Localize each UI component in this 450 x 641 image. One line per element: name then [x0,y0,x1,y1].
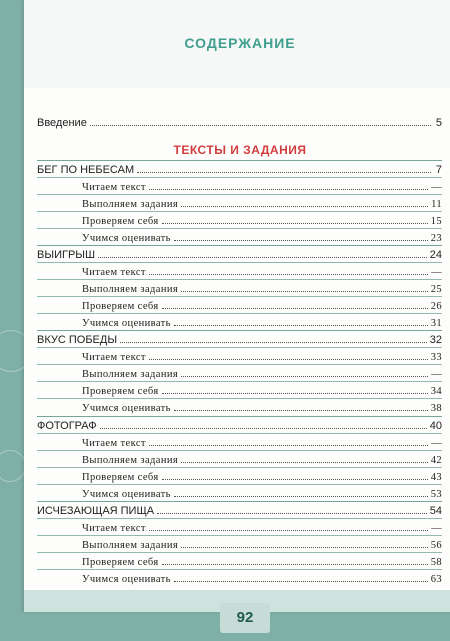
toc-page-number: 43 [430,472,442,483]
toc-row-subitem[interactable] [82,537,442,551]
toc-label: Выполняем задания [82,199,179,210]
toc-row-subitem[interactable] [82,213,442,227]
toc-page [24,0,450,612]
dot-leader [162,563,428,565]
toc-row-subitem[interactable] [82,230,442,244]
toc-label: Читаем текст [82,438,146,449]
toc-page-number: — [431,369,442,380]
toc-label: БЕГ ПО НЕБЕСАМ [37,164,135,176]
toc-page-number: — [431,267,442,278]
toc-row-subitem[interactable] [82,520,442,534]
toc-page-number: — [431,438,442,449]
toc-label: Читаем текст [82,182,146,193]
section-title: ТЕКСТЫ И ЗАДАНИЯ [173,143,307,157]
toc-page-number: 40 [429,420,442,432]
chapter-separator [37,160,442,161]
dot-leader [181,375,428,377]
dot-leader [181,205,428,207]
toc-label: Выполняем задания [82,284,179,295]
toc-page-number: 26 [430,301,442,312]
chapter-separator [37,330,442,331]
toc-row-subitem[interactable] [82,486,442,500]
toc-row-subitem[interactable] [82,383,442,397]
toc-row-subitem[interactable] [82,452,442,466]
row-separator [37,262,442,263]
row-separator [37,484,442,485]
toc-row-subitem[interactable] [82,349,442,363]
toc-label: Проверяем себя [82,472,159,483]
toc-page-number: 63 [430,574,442,585]
toc-page-number: 38 [430,403,442,414]
toc-label: ВЫИГРЫШ [37,249,96,261]
toc-row-chapter[interactable] [37,332,442,346]
toc-row-subitem[interactable] [82,400,442,414]
toc-page-number: 53 [430,489,442,500]
toc-row-chapter[interactable] [37,247,442,261]
chapter-separator [37,416,442,417]
chapter-separator [37,245,442,246]
toc-label: Введение [37,117,87,129]
dot-leader [174,239,428,241]
dot-leader [181,546,428,548]
row-separator [37,450,442,451]
toc-row-chapter[interactable] [37,418,442,432]
gear-decoration-icon [0,450,26,482]
row-separator [37,381,442,382]
row-separator [37,313,442,314]
toc-row-subitem[interactable] [82,469,442,483]
toc-row-subitem[interactable] [82,315,442,329]
row-separator [37,177,442,178]
dot-leader [174,580,428,582]
dot-leader [149,444,428,446]
toc-label: Выполняем задания [82,369,179,380]
dot-leader [100,427,427,429]
row-separator [37,296,442,297]
dot-leader [162,307,428,309]
toc-row-subitem[interactable] [82,554,442,568]
chapter-separator [37,501,442,502]
toc-label: ФОТОГРАФ [37,420,97,432]
toc-label: Учимся оценивать [82,318,171,329]
row-separator [37,518,442,519]
toc-row-subitem[interactable] [82,196,442,210]
dot-leader [120,341,427,343]
toc-label: Проверяем себя [82,386,159,397]
toc-row-subitem[interactable] [82,179,442,193]
row-separator [37,228,442,229]
toc-page-number: 24 [429,249,442,261]
row-separator [37,398,442,399]
row-separator [37,467,442,468]
dot-leader [98,256,427,258]
dot-leader [162,222,428,224]
toc-row-subitem[interactable] [82,571,442,585]
toc-label: Проверяем себя [82,557,159,568]
toc-row-intro[interactable] [37,115,442,129]
row-separator [37,211,442,212]
dot-leader [181,290,428,292]
toc-page-number: 32 [429,334,442,346]
dot-leader [137,171,431,173]
toc-page-number: 31 [430,318,442,329]
toc-row-chapter[interactable] [37,503,442,517]
dot-leader [149,188,428,190]
dot-leader [162,478,428,480]
dot-leader [174,495,428,497]
dot-leader [149,273,428,275]
toc-row-subitem[interactable] [82,366,442,380]
toc-page-number: 54 [429,505,442,517]
dot-leader [157,512,427,514]
dot-leader [174,324,428,326]
toc-page-number: 25 [430,284,442,295]
toc-row-subitem[interactable] [82,264,442,278]
toc-page-number: — [431,523,442,534]
row-separator [37,279,442,280]
toc-label: Проверяем себя [82,216,159,227]
toc-page-number: 56 [430,540,442,551]
toc-label: Учимся оценивать [82,574,171,585]
dot-leader [90,124,431,126]
toc-label: Читаем текст [82,352,146,363]
row-separator [37,569,442,570]
toc-page-number: 33 [430,352,442,363]
toc-page-number: 7 [435,164,442,176]
toc-page-number: — [431,182,442,193]
toc-row-subitem[interactable] [82,298,442,312]
row-separator [37,194,442,195]
toc-label: Учимся оценивать [82,489,171,500]
toc-label: ИСЧЕЗАЮЩАЯ ПИЩА [37,505,155,517]
toc-row-subitem[interactable] [82,435,442,449]
toc-page-number: 11 [431,199,442,210]
toc-label: Учимся оценивать [82,233,171,244]
toc-page-number: 34 [430,386,442,397]
row-separator [37,347,442,348]
toc-page-number: 42 [430,455,442,466]
toc-label: Проверяем себя [82,301,159,312]
page-number-tab: 92 [220,603,270,633]
toc-label: Читаем текст [82,267,146,278]
toc-label: Выполняем задания [82,455,179,466]
row-separator [37,552,442,553]
toc-label: ВКУС ПОБЕДЫ [37,334,118,346]
page-title: СОДЕРЖАНИЕ [184,35,296,51]
dot-leader [149,358,428,360]
dot-leader [162,392,428,394]
dot-leader [174,409,428,411]
dot-leader [149,529,428,531]
toc-page-number: 5 [435,117,442,129]
row-separator [37,535,442,536]
toc-row-chapter[interactable] [37,162,442,176]
toc-label: Читаем текст [82,523,146,534]
toc-label: Учимся оценивать [82,403,171,414]
toc-row-subitem[interactable] [82,281,442,295]
toc-page-number: 58 [430,557,442,568]
toc-page-number: 15 [430,216,442,227]
row-separator [37,433,442,434]
row-separator [37,364,442,365]
toc-label: Выполняем задания [82,540,179,551]
toc-page-number: 23 [430,233,442,244]
dot-leader [181,461,428,463]
